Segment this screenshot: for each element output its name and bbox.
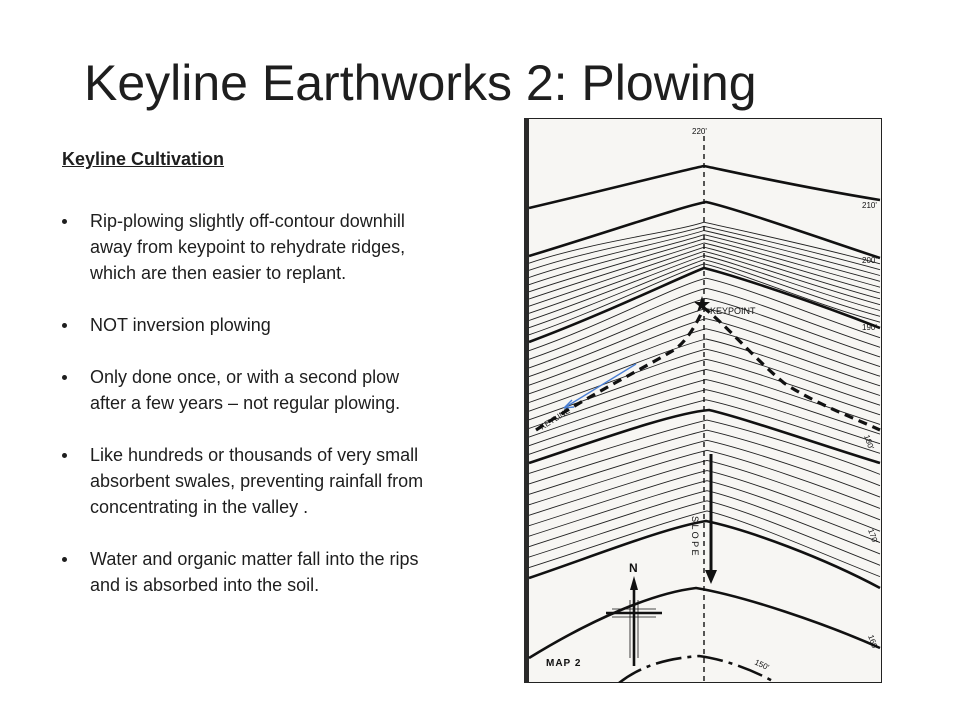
contour-map-svg bbox=[524, 118, 882, 683]
bullet-item bbox=[62, 442, 507, 520]
slope-label: S L O P E bbox=[690, 516, 700, 556]
bullet-line: Water and organic matter fall into the rips bbox=[90, 549, 419, 569]
bullet-item bbox=[62, 364, 507, 416]
keyline-label: KEYLINE bbox=[538, 406, 572, 432]
bullet-line: which are then easier to replant. bbox=[90, 263, 347, 283]
bullet-dot-icon bbox=[62, 557, 67, 562]
map-left-edge bbox=[524, 118, 529, 683]
bullet-line: and is absorbed into the soil. bbox=[90, 575, 320, 595]
bullet-item bbox=[62, 208, 507, 286]
bullet-dot-icon bbox=[62, 375, 67, 380]
keyline-contour-map bbox=[524, 118, 882, 683]
contour-label-160: 160' bbox=[866, 633, 880, 651]
bullet-line: Like hundreds or thousands of very small bbox=[90, 445, 419, 465]
contour-label-150: 150' bbox=[753, 657, 771, 673]
map-label: MAP 2 bbox=[546, 658, 582, 669]
bullet-item bbox=[62, 312, 507, 338]
bullet-line: after a few years – not regular plowing. bbox=[90, 393, 401, 413]
bullet-line: away from keypoint to rehydrate ridges, bbox=[90, 237, 406, 257]
contour-label-220: 220' bbox=[692, 127, 707, 136]
keypoint-label: KEYPOINT bbox=[710, 306, 756, 316]
north-label: N bbox=[629, 561, 638, 575]
bullet-line: Only done once, or with a second plow bbox=[90, 367, 400, 387]
bullet-line: absorbent swales, preventing rainfall from bbox=[90, 471, 424, 491]
bullet-dot-icon bbox=[62, 453, 67, 458]
bullet-item bbox=[62, 546, 507, 598]
section-heading: Keyline Cultivation bbox=[62, 149, 225, 169]
contour-label-180: 180' bbox=[862, 433, 876, 451]
bullet-dot-icon bbox=[62, 219, 67, 224]
bullet-line: Rip-plowing slightly off-contour downhill bbox=[90, 211, 405, 231]
slide-title: Keyline Earthworks 2: Plowing bbox=[84, 55, 757, 111]
contour-label-190: 190' bbox=[862, 323, 877, 332]
bullet-list bbox=[62, 208, 507, 598]
bullet-line: concentrating in the valley . bbox=[90, 497, 309, 517]
bullet-dot-icon bbox=[62, 323, 67, 328]
contour-label-210: 210' bbox=[862, 201, 877, 210]
contour-label-200: 200' bbox=[862, 256, 877, 265]
bullet-line: NOT inversion plowing bbox=[90, 315, 271, 335]
contour-label-170: 170' bbox=[866, 527, 880, 545]
